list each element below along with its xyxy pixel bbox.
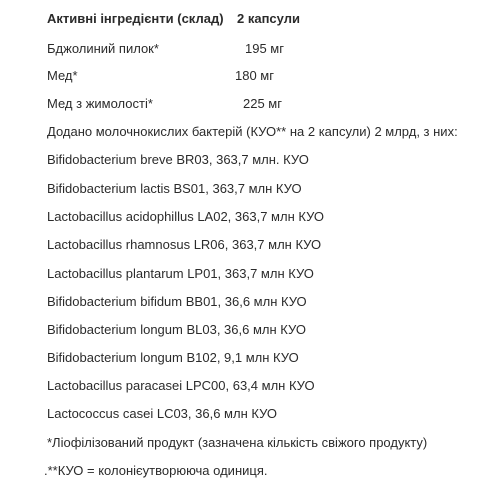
strain-item: Lactobacillus rhamnosus LR06, 363,7 млн КУО bbox=[47, 237, 322, 252]
strain-item: Bifidobacterium lactis BS01, 363,7 млн КУО bbox=[47, 181, 302, 196]
strain-item: Lactococcus casei LC03, 36,6 млн КУО bbox=[47, 406, 278, 421]
table-header bbox=[47, 11, 487, 29]
strain-item: Bifidobacterium bifidum BB01, 36,6 млн КУО bbox=[47, 294, 307, 309]
footnote-lyophilized: *Ліофілізований продукт (зазначена кількість свіжого продукту) bbox=[47, 435, 428, 450]
ingredients-column-header: Активні інгредієнти (склад) bbox=[47, 11, 224, 26]
ingredient-amount: 225 мг bbox=[243, 96, 282, 111]
probiotics-intro: Додано молочнокислих бактерій (КУО** на 2 капсули) 2 млрд, з них: bbox=[47, 124, 458, 139]
strain-item: Bifidobacterium longum B102, 9,1 млн КУО bbox=[47, 350, 299, 365]
dose-column-header: 2 капсули bbox=[237, 11, 300, 26]
ingredient-name: Мед з жимолості* bbox=[47, 96, 153, 111]
strain-item: Bifidobacterium breve BR03, 363,7 млн. КУО bbox=[47, 152, 309, 167]
ingredient-amount: 180 мг bbox=[235, 68, 274, 83]
strain-item: Bifidobacterium longum BL03, 36,6 млн КУО bbox=[47, 322, 306, 337]
ingredient-name: Мед* bbox=[47, 68, 78, 83]
strain-item: Lactobacillus plantarum LP01, 363,7 млн КУО bbox=[47, 266, 314, 281]
ingredient-name: Бджолиний пилок* bbox=[47, 41, 159, 56]
ingredient-amount: 195 мг bbox=[245, 41, 284, 56]
footnote-cfu: .**КУО = колонієутворююча одиниця. bbox=[44, 463, 268, 478]
strain-item: Lactobacillus acidophillus LA02, 363,7 млн КУО bbox=[47, 209, 325, 224]
strain-item: Lactobacillus paracasei LPC00, 63,4 млн КУО bbox=[47, 378, 315, 393]
